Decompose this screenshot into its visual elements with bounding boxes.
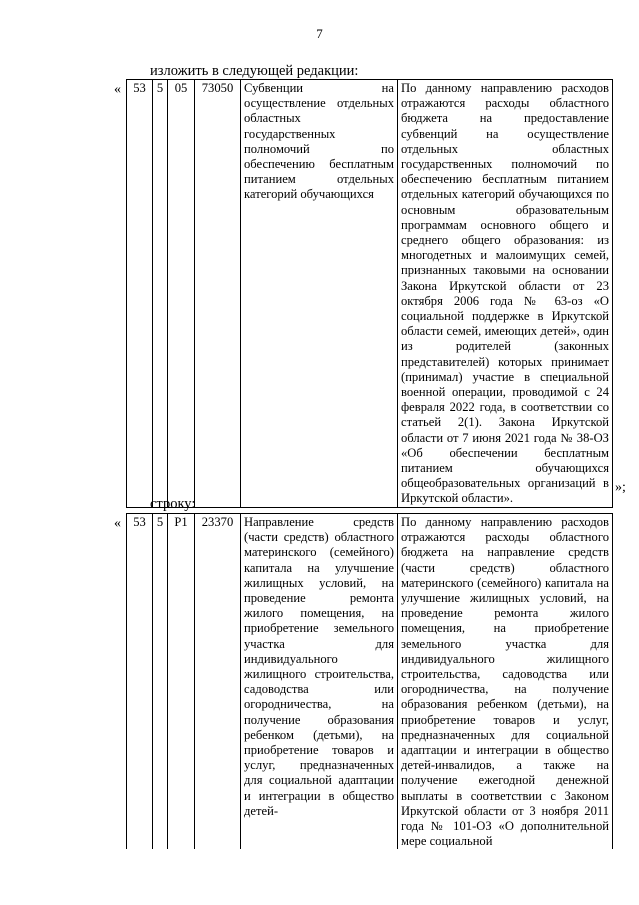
table-row: [127, 80, 613, 508]
code-cell-1: 53: [127, 514, 153, 850]
description-cell: [398, 514, 613, 850]
description-text: По данному направлению расходов отражаются расходы областного бюджета на направление средств (части средств) областного материнского (семейного) капитала на улучшение жилищных условий, на проведение ремонта жилого помещения, на приобретение земельного участка для индивидуального жилищного строительства, садоводства или огородничества, на получение образования ребенком (детьми), на приобретение товаров и услуг, предназначенных для социальной адаптации и интеграции в общество детей-инвалидов, а также на получение ежегодной денежной выплаты в соответствии с Законом Иркутской области от 3 ноября 2011 года № 101-ОЗ «О дополнительной мере социальной: [401, 515, 609, 849]
code-cell-1: 53: [127, 80, 153, 508]
section-1-quote-open: «: [114, 82, 121, 97]
name-cell: [241, 80, 398, 508]
section-1-quote-close: »;: [615, 480, 626, 495]
code-cell-2: 5: [153, 514, 168, 850]
section-1-table: [126, 79, 613, 508]
code-cell-4: 73050: [195, 80, 241, 508]
description-cell: [398, 80, 613, 508]
section-2-table: [126, 513, 613, 849]
code-cell-2: 5: [153, 80, 168, 508]
description-text: По данному направлению расходов отражаются расходы областного бюджета на предоставление субвенций на осуществление отдельных областных государственных полномочий по обеспечению бесплатным питанием отдельных категорий обучающихся по основным образовательным программам основного общего и среднего общего образования: из многодетных и малоимущих семей, признанных таковыми на основании Закона Иркутской области от 23 октября 2006 года № 63-оз «О социальной поддержке в Иркутской области семей, имеющих детей», один из родителей (законных представителей) которых принимает (принимал) участие в специальной военной операции, проводимой с 24 февраля 2022 года, в соответствии со статьей 2(1). Закона Иркутской области от 7 июня 2021 года № 38-ОЗ «Об обеспечении бесплатным питанием обучающихся общеобразовательных организаций в Иркутской области».: [401, 81, 609, 506]
section-1-heading: изложить в следующей редакции:: [150, 63, 359, 79]
code-cell-4: 23370: [195, 514, 241, 850]
page-number: 7: [316, 26, 323, 41]
code-cell-3: 05: [168, 80, 195, 508]
table-row: [127, 514, 613, 850]
section-2-quote-open: «: [114, 516, 121, 531]
name-text: Субвенции на осуществление отдельных областных государственных полномочий по обеспечению бесплатным питанием отдельных категорий обучающихся: [244, 81, 394, 202]
name-text: Направление средств (части средств) областного материнского (семейного) капитала на улучшение жилищных условий, на проведение ремонта жилого помещения, на приобретение земельного участка для индивидуального жилищного строительства, садоводства или огородничества, на получение образования ребенком (детьми), на приобретение товаров и услуг, предназначенных для социальной адаптации и интеграции в общество детей-: [244, 515, 394, 818]
section-2-heading: строку:: [150, 496, 196, 512]
name-cell: [241, 514, 398, 850]
code-cell-3: P1: [168, 514, 195, 850]
